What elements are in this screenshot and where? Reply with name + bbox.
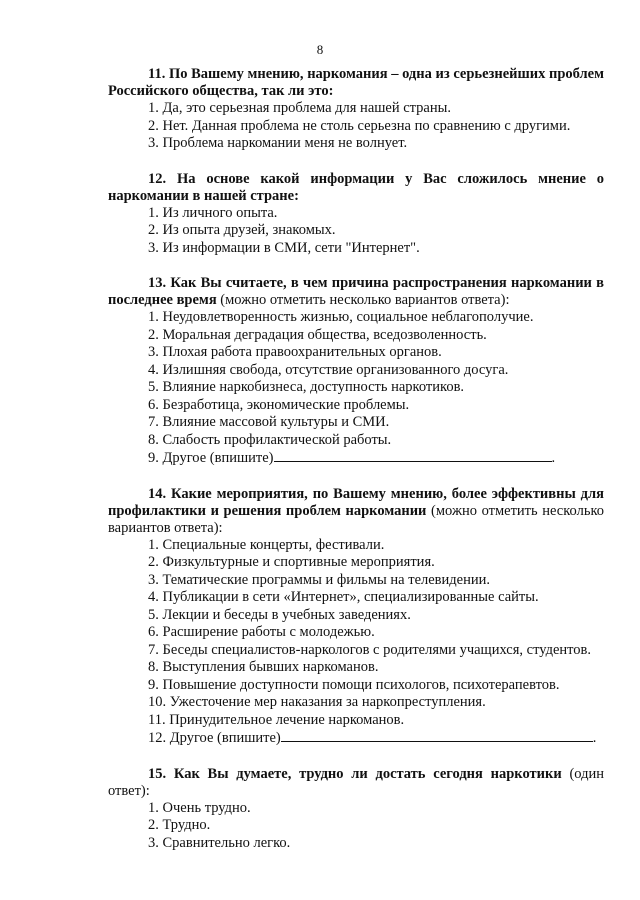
other-end: . (551, 450, 556, 466)
answer-option[interactable]: 3. Плохая работа правоохранительных органов. (148, 344, 442, 360)
question-title: 13. Как Вы считаете, в чем причина распространения наркомании в последнее время (можно отметить несколько вариантов ответа): (108, 275, 604, 308)
answer-option[interactable]: 3. Проблема наркомании меня не волнует. (148, 135, 408, 151)
answer-options (108, 537, 604, 748)
answer-option[interactable]: 2. Физкультурные и спортивные мероприятия. (148, 554, 435, 570)
question-11 (108, 66, 604, 153)
answer-option[interactable]: 2. Нет. Данная проблема не столь серьезна по сравнению с другими. (148, 117, 571, 134)
other-label: 12. Другое (впишите) (148, 730, 281, 746)
other-label: 9. Другое (впишите) (148, 450, 274, 466)
question-title: 12. На основе какой информации у Вас сложилось мнение о наркомании в нашей стране: (108, 170, 604, 204)
question-note: (можно отметить несколько вариантов ответа): (220, 292, 510, 308)
question-12 (108, 171, 604, 258)
answer-option[interactable]: 9. Повышение доступности помощи психологов, психотерапевтов. (148, 676, 560, 693)
answer-options (108, 309, 604, 468)
answer-option[interactable]: 1. Специальные концерты, фестивали. (148, 536, 385, 553)
answer-option[interactable]: 3. Сравнительно легко. (148, 834, 291, 851)
answer-option[interactable]: 1. Из личного опыта. (148, 204, 278, 221)
answer-option[interactable]: 3. Из информации в СМИ, сети "Интернет". (148, 239, 420, 256)
answer-option[interactable]: 2. Трудно. (148, 817, 211, 833)
answer-option[interactable]: 3. Тематические программы и фильмы на телевидении. (148, 571, 490, 588)
answer-options (108, 800, 604, 853)
answer-option[interactable]: 6. Расширение работы с молодежью. (148, 624, 375, 640)
answer-option[interactable]: 4. Излишняя свобода, отсутствие организованного досуга. (148, 361, 509, 378)
question-title: 15. Как Вы думаете, трудно ли достать сегодня наркотики (один ответ): (108, 765, 604, 799)
write-in-line[interactable] (281, 729, 593, 742)
answer-option[interactable]: 2. Моральная деградация общества, вседозволенность. (148, 326, 487, 343)
answer-options (108, 205, 604, 258)
page-number: 8 (316, 42, 324, 57)
answer-option[interactable]: 10. Ужесточение мер наказания за наркопреступления. (148, 694, 486, 710)
write-in-line[interactable] (274, 449, 552, 462)
answer-option-other[interactable] (108, 729, 604, 748)
answer-option[interactable]: 8. Выступления бывших наркоманов. (148, 659, 379, 675)
answer-option[interactable]: 2. Из опыта друзей, знакомых. (148, 222, 336, 238)
question-title: 14. Какие мероприятия, по Вашему мнению, более эффективны для профилактики и решения проблем наркомании (можно отметить несколько вариантов ответа): (108, 485, 605, 536)
question-note: (можно отметить несколько вариантов ответа): (108, 502, 605, 536)
question-15 (108, 766, 604, 853)
other-end: . (592, 730, 597, 746)
answer-option[interactable]: 1. Неудовлетворенность жизнью, социальное неблагополучие. (148, 309, 534, 325)
answer-option[interactable]: 4. Публикации в сети «Интернет», специализированные сайты. (148, 589, 539, 605)
answer-option[interactable]: 1. Да, это серьезная проблема для нашей страны. (148, 100, 451, 116)
questionnaire (108, 66, 604, 870)
question-13 (108, 275, 604, 468)
answer-option[interactable]: 5. Лекции и беседы в учебных заведениях. (148, 606, 411, 623)
answer-option[interactable]: 5. Влияние наркобизнеса, доступность наркотиков. (148, 379, 465, 395)
answer-options (108, 100, 604, 153)
answer-option[interactable]: 7. Влияние массовой культуры и СМИ. (148, 414, 390, 430)
answer-option[interactable]: 1. Очень трудно. (148, 799, 251, 816)
answer-option[interactable]: 8. Слабость профилактической работы. (148, 431, 392, 448)
question-title: 11. По Вашему мнению, наркомания – одна из серьезнейших проблем Российского общества, так ли это: (108, 66, 604, 99)
answer-option[interactable]: 7. Беседы специалистов-наркологов с родителями учащихся, студентов. (148, 641, 592, 658)
answer-option[interactable]: 11. Принудительное лечение наркоманов. (148, 711, 405, 728)
question-14 (108, 486, 604, 748)
answer-option[interactable]: 6. Безработица, экономические проблемы. (148, 396, 410, 413)
answer-option-other[interactable] (108, 449, 604, 468)
question-note: (один ответ): (108, 765, 604, 799)
